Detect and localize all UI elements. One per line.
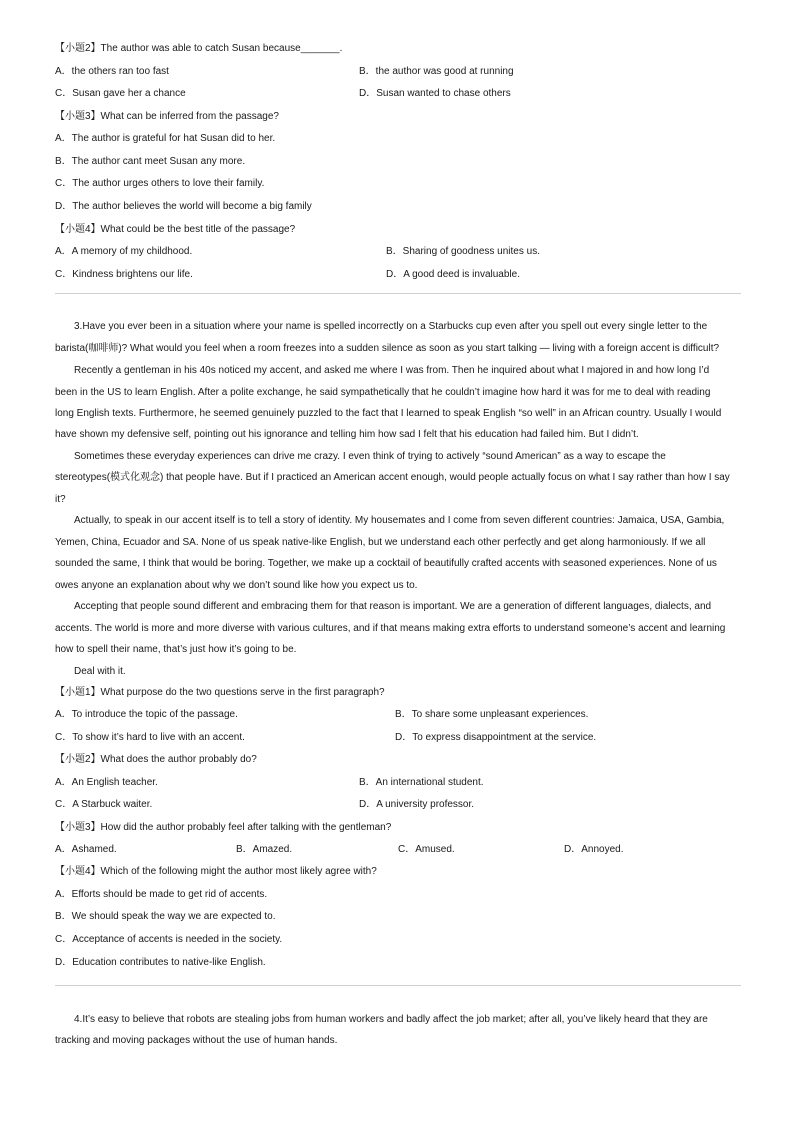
option-a: A．An English teacher. bbox=[55, 777, 158, 788]
option-d: D．The author believes the world will become a big family bbox=[55, 201, 312, 212]
passage-line: 3.Have you ever been in a situation where your name is spelled incorrectly on a Starbucks cup even after you spell out every single letter to the bbox=[74, 321, 708, 332]
section-divider bbox=[55, 293, 741, 294]
option-d: D．Susan wanted to chase others bbox=[359, 88, 511, 99]
question-stem: 【小题2】The author was able to catch Susan because_______. bbox=[55, 43, 343, 54]
passage-line: how to spell their name, that’s just how it’s going to be. bbox=[55, 644, 297, 655]
option-a: A．Efforts should be made to get rid of accents. bbox=[55, 889, 268, 900]
passage-line: tracking and moving packages without the use of human hands. bbox=[55, 1035, 338, 1046]
passage-line: sounded the same, I think that would be boring. Together, we make up a cocktail of beautifully crafted accents with seasoned experiences. None of us bbox=[55, 558, 717, 569]
option-a: A．To introduce the topic of the passage. bbox=[55, 709, 238, 720]
option-d: D．Annoyed. bbox=[564, 844, 624, 855]
passage-line: Deal with it. bbox=[74, 666, 126, 677]
option-a: A．the others ran too fast bbox=[55, 66, 169, 77]
passage-line: Recently a gentleman in his 40s noticed my accent, and asked me where I was from. Then he inquired about what I majored in and how long I’d bbox=[74, 365, 710, 376]
passage-line: Sometimes these everyday experiences can drive me crazy. I even think of trying to actively “sound American” as a way to escape the bbox=[74, 451, 666, 462]
passage-line: have shown my defensive self, pointing out his ignorance and telling him how sad I felt that his education had failed him. But I didn’t. bbox=[55, 429, 639, 440]
question-stem: 【小题1】What purpose do the two questions serve in the first paragraph? bbox=[55, 687, 385, 698]
option-c: C．Amused. bbox=[398, 844, 455, 855]
passage-line: Yemen, China, Ecuador and SA. None of us speak native-like English, but we understand each other perfectly and get along harmoniously. If we all bbox=[55, 537, 706, 548]
option-a: A．Ashamed. bbox=[55, 844, 117, 855]
option-a: A．A memory of my childhood. bbox=[55, 246, 193, 257]
option-c: C．Acceptance of accents is needed in the society. bbox=[55, 934, 283, 945]
question-stem: 【小题4】Which of the following might the author most likely agree with? bbox=[55, 866, 377, 877]
option-b: B．An international student. bbox=[359, 777, 484, 788]
passage-line: owes anyone an explanation about why we don’t sound like how you expect us to. bbox=[55, 580, 418, 591]
passage-line: stereotypes(模式化观念) that people have. But if I practiced an American accent enough, would people actually focus on what I say rather than how I say bbox=[55, 472, 730, 483]
option-d: D．Education contributes to native-like English. bbox=[55, 957, 266, 968]
option-d: D．A university professor. bbox=[359, 799, 475, 810]
option-b: B．Sharing of goodness unites us. bbox=[386, 246, 540, 257]
option-d: D．A good deed is invaluable. bbox=[386, 269, 520, 280]
question-stem: 【小题4】What could be the best title of the passage? bbox=[55, 224, 296, 235]
question-stem: 【小题3】What can be inferred from the passage? bbox=[55, 111, 279, 122]
passage-line: Accepting that people sound different and embracing them for that reason is important. We are a generation of different languages, dialects, and bbox=[74, 601, 712, 612]
passage-line: accents. The world is more and more diverse with various cultures, and if that means making extra efforts to understand someone’s accent and learning bbox=[55, 623, 726, 634]
option-c: C．The author urges others to love their family. bbox=[55, 178, 265, 189]
option-a: A．The author is grateful for hat Susan did to her. bbox=[55, 133, 276, 144]
section-divider bbox=[55, 985, 741, 986]
option-c: C．A Starbuck waiter. bbox=[55, 799, 153, 810]
option-b: B．To share some unpleasant experiences. bbox=[395, 709, 589, 720]
passage-line: been in the US to learn English. After a polite exchange, he said sympathetically that he couldn’t imagine how hard it was for me to deal with reading bbox=[55, 387, 711, 398]
question-stem: 【小题3】How did the author probably feel after talking with the gentleman? bbox=[55, 822, 392, 833]
option-b: B．We should speak the way we are expected to. bbox=[55, 911, 276, 922]
passage-line: barista(咖啡师)? What would you feel when a room freezes into a sudden silence as soon as you start talking — living with a foreign accent is difficult? bbox=[55, 343, 720, 354]
option-b: B．the author was good at running bbox=[359, 66, 514, 77]
option-c: C．Susan gave her a chance bbox=[55, 88, 186, 99]
option-c: C．Kindness brightens our life. bbox=[55, 269, 193, 280]
option-d: D．To express disappointment at the service. bbox=[395, 732, 597, 743]
option-b: B．The author cant meet Susan any more. bbox=[55, 156, 246, 167]
passage-line: long English texts. Furthermore, he seemed genuinely puzzled to the fact that I learned to speak English “so well” in an African country. Usually I would bbox=[55, 408, 722, 419]
passage-line: 4.It’s easy to believe that robots are stealing jobs from human workers and badly affect the job market; after all, you’ve likely heard that they are bbox=[74, 1014, 708, 1025]
question-stem: 【小题2】What does the author probably do? bbox=[55, 754, 257, 765]
option-b: B．Amazed. bbox=[236, 844, 293, 855]
option-c: C．To show it’s hard to live with an accent. bbox=[55, 732, 245, 743]
passage-line: Actually, to speak in our accent itself is to tell a story of identity. My housemates and I come from seven different countries: Jamaica, USA, Gambia, bbox=[74, 515, 725, 526]
passage-line: it? bbox=[55, 494, 66, 505]
